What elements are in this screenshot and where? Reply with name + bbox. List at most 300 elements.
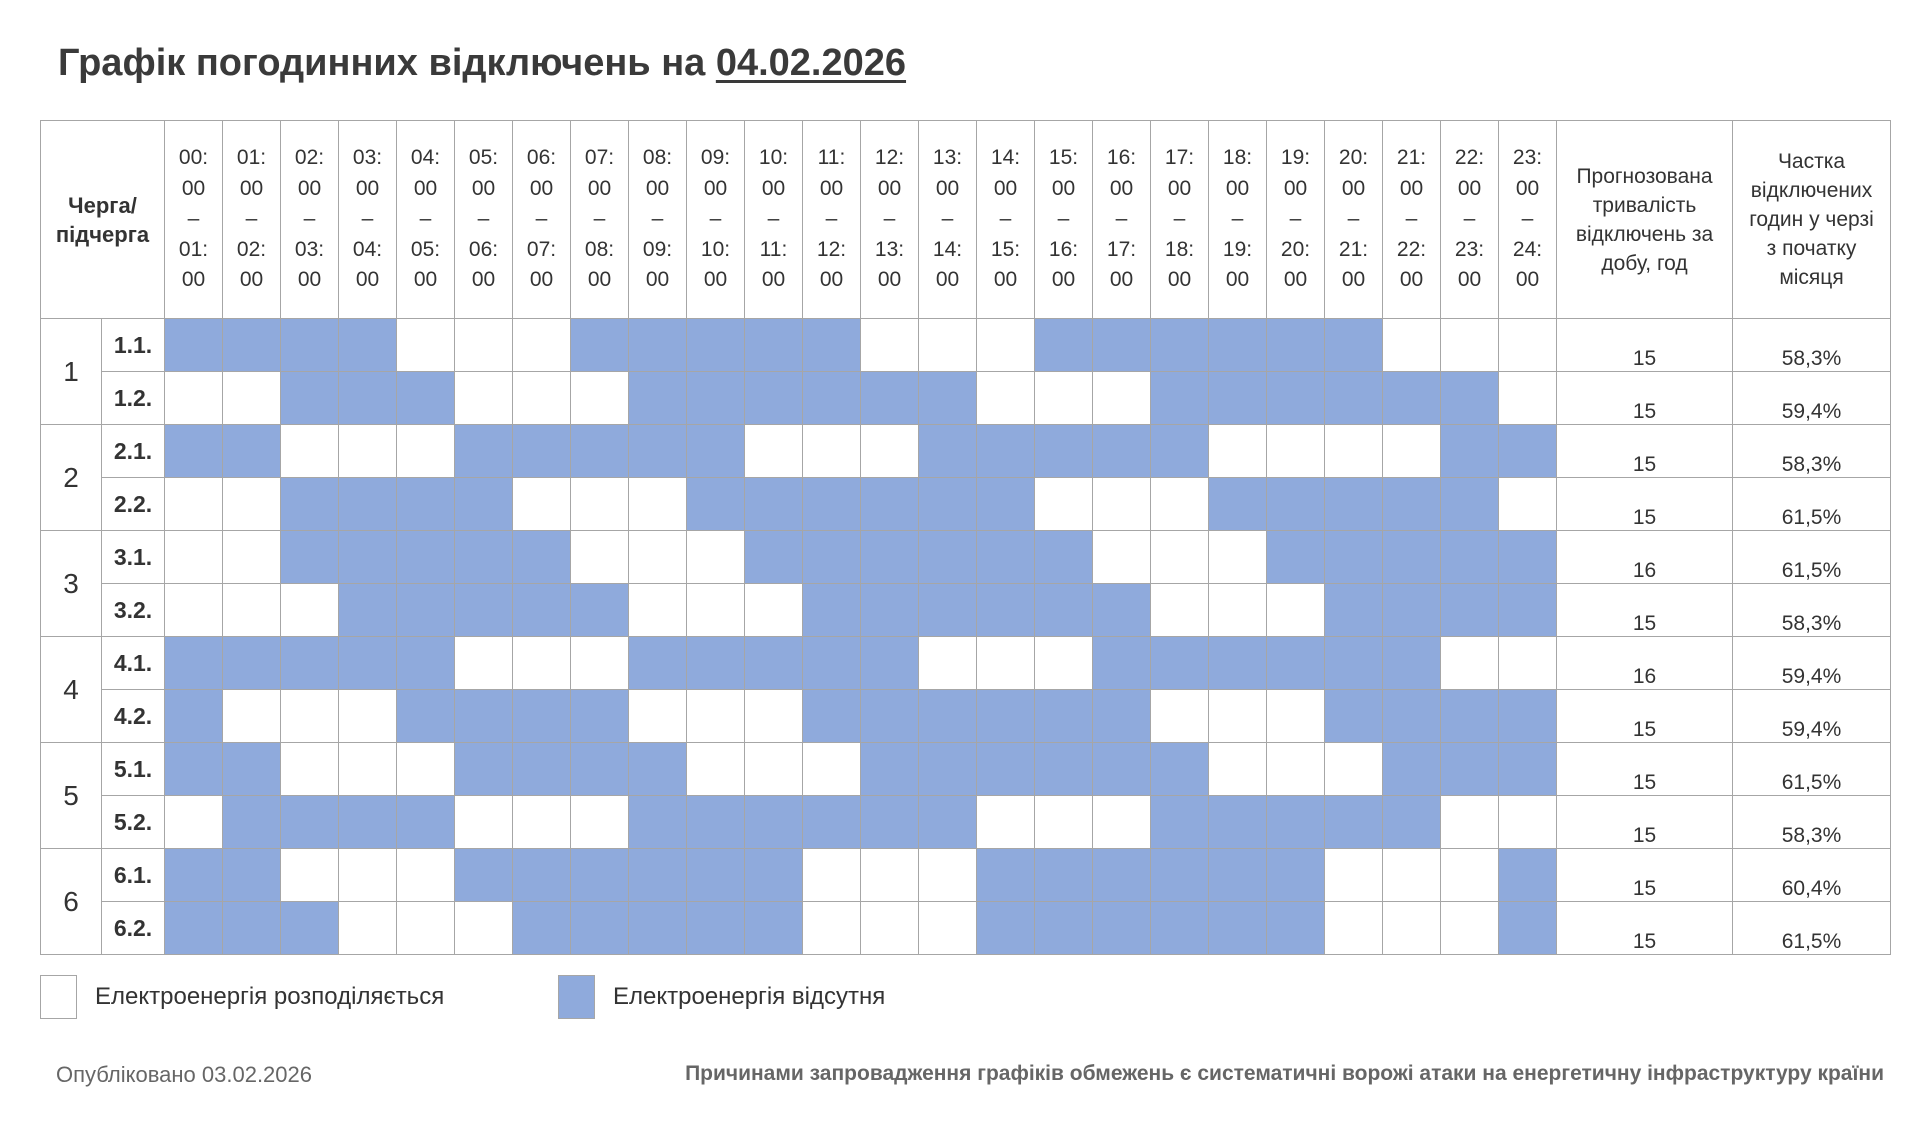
outage-cell <box>1325 319 1383 372</box>
power-cell <box>281 743 339 796</box>
duration-value: 15 <box>1557 372 1733 425</box>
outage-cell <box>629 372 687 425</box>
share-value: 59,4% <box>1733 637 1891 690</box>
power-cell <box>1325 425 1383 478</box>
subqueue-row <box>41 796 1891 849</box>
outage-cell <box>745 796 803 849</box>
power-cell <box>397 425 455 478</box>
power-cell <box>397 319 455 372</box>
outage-cell <box>745 319 803 372</box>
outage-schedule-table <box>40 120 1891 955</box>
outage-cell <box>1151 743 1209 796</box>
outage-cell <box>803 372 861 425</box>
outage-cell <box>977 584 1035 637</box>
power-cell <box>1209 690 1267 743</box>
hour-header-text: 17: 00 – 18: 00 <box>1164 146 1195 292</box>
subqueue-row <box>41 743 1891 796</box>
power-cell <box>397 849 455 902</box>
outage-cell <box>1093 743 1151 796</box>
outage-cell <box>455 531 513 584</box>
hour-header-text: 06: 00 – 07: 00 <box>526 146 557 292</box>
power-cell <box>513 796 571 849</box>
outage-cell <box>397 372 455 425</box>
power-cell <box>1209 584 1267 637</box>
outage-cell <box>513 743 571 796</box>
outage-cell <box>803 584 861 637</box>
outage-cell <box>513 425 571 478</box>
power-cell <box>165 372 223 425</box>
duration-value: 15 <box>1557 902 1733 955</box>
title-date: 04.02.2026 <box>715 42 907 84</box>
power-cell <box>223 372 281 425</box>
outage-cell <box>803 478 861 531</box>
hour-header-text: 09: 00 – 10: 00 <box>700 146 731 292</box>
outage-cell <box>1325 584 1383 637</box>
subqueue-row <box>41 902 1891 955</box>
power-cell <box>1383 425 1441 478</box>
share-value: 61,5% <box>1733 478 1891 531</box>
power-cell <box>1383 902 1441 955</box>
power-cell <box>977 796 1035 849</box>
hour-header <box>1209 121 1267 319</box>
outage-cell <box>455 584 513 637</box>
outage-cell <box>223 637 281 690</box>
outage-cell <box>1151 319 1209 372</box>
outage-cell <box>977 743 1035 796</box>
power-cell <box>745 743 803 796</box>
outage-cell <box>1325 478 1383 531</box>
hour-header <box>571 121 629 319</box>
share-value: 58,3% <box>1733 584 1891 637</box>
hour-header <box>281 121 339 319</box>
hour-header <box>1325 121 1383 319</box>
hour-header-text: 22: 00 – 23: 00 <box>1454 146 1485 292</box>
power-cell <box>1093 372 1151 425</box>
power-cell <box>629 478 687 531</box>
outage-cell <box>571 849 629 902</box>
outage-cell <box>397 478 455 531</box>
outage-cell <box>223 796 281 849</box>
power-cell <box>1209 531 1267 584</box>
outage-cell <box>687 637 745 690</box>
hour-header <box>1151 121 1209 319</box>
outage-cell <box>687 319 745 372</box>
outage-cell <box>1383 478 1441 531</box>
outage-cell <box>571 743 629 796</box>
outage-cell <box>1151 637 1209 690</box>
share-value: 61,5% <box>1733 743 1891 796</box>
outage-cell <box>165 902 223 955</box>
outage-cell <box>165 690 223 743</box>
duration-header-text: Прогнозована тривалість відключень за добу, год <box>1575 164 1714 275</box>
outage-cell <box>861 478 919 531</box>
share-header-text: Частка відключених годин у черзі з початку місяця <box>1749 150 1874 289</box>
hour-header <box>223 121 281 319</box>
power-cell <box>1209 425 1267 478</box>
duration-value: 16 <box>1557 531 1733 584</box>
power-cell <box>629 584 687 637</box>
power-cell <box>223 478 281 531</box>
share-value: 58,3% <box>1733 425 1891 478</box>
outage-cell <box>339 796 397 849</box>
power-cell <box>919 637 977 690</box>
outage-cell <box>1093 319 1151 372</box>
outage-cell <box>281 637 339 690</box>
hour-header <box>1441 121 1499 319</box>
published-date: Опубліковано 03.02.2026 <box>56 1062 312 1087</box>
outage-cell <box>977 478 1035 531</box>
outage-cell <box>745 531 803 584</box>
power-cell <box>1383 849 1441 902</box>
outage-cell <box>1383 637 1441 690</box>
queue-number: 6 <box>41 849 102 955</box>
outage-cell <box>1035 902 1093 955</box>
power-cell <box>1035 637 1093 690</box>
outage-cell <box>397 584 455 637</box>
hour-header <box>165 121 223 319</box>
share-value: 58,3% <box>1733 796 1891 849</box>
power-cell <box>1151 478 1209 531</box>
outage-cell <box>629 796 687 849</box>
share-value: 60,4% <box>1733 849 1891 902</box>
power-cell <box>339 743 397 796</box>
power-cell <box>861 849 919 902</box>
hour-header-text: 23: 00 – 24: 00 <box>1512 146 1543 292</box>
subqueue-label: 1.2. <box>102 372 165 425</box>
subqueue-label: 3.1. <box>102 531 165 584</box>
power-cell <box>513 637 571 690</box>
power-cell <box>919 902 977 955</box>
outage-cell <box>1209 637 1267 690</box>
outage-cell <box>861 531 919 584</box>
outage-cell <box>571 319 629 372</box>
hour-header <box>455 121 513 319</box>
outage-cell <box>1267 531 1325 584</box>
outage-cell <box>339 637 397 690</box>
outage-cell <box>1035 425 1093 478</box>
share-value: 59,4% <box>1733 690 1891 743</box>
outage-cell <box>339 372 397 425</box>
power-cell <box>919 849 977 902</box>
outage-cell <box>281 531 339 584</box>
outage-cell <box>629 902 687 955</box>
subqueue-row <box>41 531 1891 584</box>
power-cell <box>629 531 687 584</box>
hour-header-text: 12: 00 – 13: 00 <box>874 146 905 292</box>
power-cell <box>281 584 339 637</box>
outage-cell <box>165 425 223 478</box>
outage-cell <box>281 902 339 955</box>
outage-cell <box>1209 849 1267 902</box>
outage-cell <box>977 425 1035 478</box>
duration-value: 15 <box>1557 849 1733 902</box>
hour-header <box>339 121 397 319</box>
hour-header <box>1267 121 1325 319</box>
queue-number: 2 <box>41 425 102 531</box>
hour-header <box>977 121 1035 319</box>
power-cell <box>803 425 861 478</box>
share-value: 59,4% <box>1733 372 1891 425</box>
outage-cell <box>339 584 397 637</box>
power-cell <box>165 796 223 849</box>
outage-cell <box>1499 584 1557 637</box>
power-cell <box>165 584 223 637</box>
power-cell <box>1383 319 1441 372</box>
header-row <box>41 121 1891 319</box>
outage-cell <box>513 531 571 584</box>
outage-cell <box>1151 796 1209 849</box>
power-cell <box>745 425 803 478</box>
hour-header <box>687 121 745 319</box>
power-cell <box>803 849 861 902</box>
hour-header <box>919 121 977 319</box>
outage-cell <box>1325 690 1383 743</box>
outage-cell <box>977 849 1035 902</box>
power-cell <box>571 637 629 690</box>
outage-cell <box>455 425 513 478</box>
hour-header <box>861 121 919 319</box>
power-cell <box>1499 478 1557 531</box>
power-cell <box>513 372 571 425</box>
hour-header-text: 03: 00 – 04: 00 <box>352 146 383 292</box>
outage-cell <box>281 372 339 425</box>
power-cell <box>455 637 513 690</box>
outage-cell <box>1093 584 1151 637</box>
outage-cell <box>571 425 629 478</box>
power-cell <box>455 796 513 849</box>
legend-swatch-on <box>40 975 77 1019</box>
outage-cell <box>629 849 687 902</box>
power-cell <box>1325 902 1383 955</box>
power-cell <box>339 849 397 902</box>
outage-cell <box>1209 319 1267 372</box>
power-cell <box>1499 796 1557 849</box>
duration-value: 15 <box>1557 690 1733 743</box>
outage-cell <box>687 372 745 425</box>
duration-value: 15 <box>1557 796 1733 849</box>
outage-cell <box>339 319 397 372</box>
outage-cell <box>861 637 919 690</box>
duration-header <box>1557 121 1733 319</box>
power-cell <box>1093 531 1151 584</box>
outage-cell <box>861 584 919 637</box>
power-cell <box>571 372 629 425</box>
outage-cell <box>803 531 861 584</box>
duration-value: 15 <box>1557 478 1733 531</box>
outage-cell <box>919 743 977 796</box>
hour-header <box>1499 121 1557 319</box>
outage-cell <box>397 690 455 743</box>
power-cell <box>223 690 281 743</box>
outage-cell <box>1151 849 1209 902</box>
share-header <box>1733 121 1891 319</box>
outage-cell <box>803 637 861 690</box>
outage-cell <box>1093 637 1151 690</box>
hour-header <box>745 121 803 319</box>
power-cell <box>281 690 339 743</box>
reason-note: Причинами запровадження графіків обмежень є систематичні ворожі атаки на енергетичну інфраструктуру країни <box>685 1062 1884 1085</box>
outage-cell <box>919 372 977 425</box>
outage-cell <box>861 690 919 743</box>
outage-cell <box>1325 637 1383 690</box>
outage-cell <box>1325 796 1383 849</box>
legend-power-off <box>558 975 885 1019</box>
outage-cell <box>1499 743 1557 796</box>
outage-cell <box>745 637 803 690</box>
power-cell <box>281 425 339 478</box>
outage-cell <box>455 478 513 531</box>
outage-cell <box>165 849 223 902</box>
outage-cell <box>281 796 339 849</box>
hour-header-text: 21: 00 – 22: 00 <box>1396 146 1427 292</box>
power-cell <box>1151 531 1209 584</box>
outage-cell <box>861 743 919 796</box>
outage-cell <box>629 425 687 478</box>
outage-cell <box>1209 902 1267 955</box>
legend-label-off: Електроенергія відсутня <box>613 983 886 1010</box>
outage-cell <box>1441 478 1499 531</box>
outage-cell <box>1499 531 1557 584</box>
outage-cell <box>1383 531 1441 584</box>
duration-value: 16 <box>1557 637 1733 690</box>
title-prefix: Графік погодинних відключень на <box>58 42 706 84</box>
subqueue-row <box>41 319 1891 372</box>
outage-cell <box>223 902 281 955</box>
hour-header-text: 14: 00 – 15: 00 <box>990 146 1021 292</box>
queue-number: 4 <box>41 637 102 743</box>
hour-header-text: 20: 00 – 21: 00 <box>1338 146 1369 292</box>
outage-cell <box>629 743 687 796</box>
outage-cell <box>281 478 339 531</box>
outage-cell <box>1209 796 1267 849</box>
subqueue-row <box>41 372 1891 425</box>
power-cell <box>977 637 1035 690</box>
outage-cell <box>1035 849 1093 902</box>
subqueue-label: 5.1. <box>102 743 165 796</box>
power-cell <box>571 531 629 584</box>
power-cell <box>1093 796 1151 849</box>
outage-cell <box>1441 372 1499 425</box>
outage-cell <box>1151 902 1209 955</box>
outage-cell <box>571 902 629 955</box>
outage-cell <box>1267 796 1325 849</box>
hour-header-text: 13: 00 – 14: 00 <box>932 146 963 292</box>
outage-cell <box>1267 902 1325 955</box>
subqueue-label: 3.2. <box>102 584 165 637</box>
power-cell <box>861 902 919 955</box>
duration-value: 15 <box>1557 743 1733 796</box>
power-cell <box>1151 584 1209 637</box>
outage-cell <box>513 690 571 743</box>
power-cell <box>165 478 223 531</box>
queue-number: 5 <box>41 743 102 849</box>
hour-header-text: 11: 00 – 12: 00 <box>816 146 847 292</box>
outage-cell <box>513 584 571 637</box>
power-cell <box>687 743 745 796</box>
outage-cell <box>1035 319 1093 372</box>
outage-cell <box>1441 425 1499 478</box>
outage-cell <box>455 743 513 796</box>
power-cell <box>1035 478 1093 531</box>
power-cell <box>687 584 745 637</box>
outage-cell <box>1093 849 1151 902</box>
outage-cell <box>1093 690 1151 743</box>
outage-cell <box>1383 584 1441 637</box>
hour-header-text: 15: 00 – 16: 00 <box>1048 146 1079 292</box>
power-cell <box>1499 372 1557 425</box>
hour-header-text: 02: 00 – 03: 00 <box>294 146 325 292</box>
power-cell <box>1267 690 1325 743</box>
hour-header <box>1093 121 1151 319</box>
outage-cell <box>1325 372 1383 425</box>
outage-cell <box>687 849 745 902</box>
subqueue-label: 5.2. <box>102 796 165 849</box>
hour-header-text: 00: 00 – 01: 00 <box>178 146 209 292</box>
outage-cell <box>687 902 745 955</box>
outage-cell <box>1267 637 1325 690</box>
power-cell <box>861 425 919 478</box>
outage-cell <box>1441 743 1499 796</box>
outage-cell <box>745 478 803 531</box>
subqueue-row <box>41 849 1891 902</box>
power-cell <box>745 690 803 743</box>
power-cell <box>687 531 745 584</box>
power-cell <box>919 319 977 372</box>
outage-cell <box>1035 743 1093 796</box>
outage-cell <box>861 372 919 425</box>
outage-cell <box>1151 372 1209 425</box>
outage-cell <box>223 319 281 372</box>
queue-header <box>41 121 165 319</box>
power-cell <box>571 796 629 849</box>
power-cell <box>339 902 397 955</box>
queue-number: 3 <box>41 531 102 637</box>
duration-value: 15 <box>1557 425 1733 478</box>
subqueue-row <box>41 425 1891 478</box>
hour-header <box>513 121 571 319</box>
outage-cell <box>397 796 455 849</box>
hour-header <box>1035 121 1093 319</box>
power-cell <box>629 690 687 743</box>
power-cell <box>339 690 397 743</box>
power-cell <box>803 743 861 796</box>
outage-cell <box>455 690 513 743</box>
outage-cell <box>1267 478 1325 531</box>
outage-cell <box>339 478 397 531</box>
subqueue-label: 4.2. <box>102 690 165 743</box>
outage-cell <box>513 849 571 902</box>
outage-cell <box>919 584 977 637</box>
outage-cell <box>803 796 861 849</box>
outage-cell <box>1209 372 1267 425</box>
power-cell <box>571 478 629 531</box>
outage-cell <box>977 902 1035 955</box>
outage-cell <box>223 743 281 796</box>
outage-cell <box>165 743 223 796</box>
power-cell <box>1441 849 1499 902</box>
outage-cell <box>571 584 629 637</box>
hour-header <box>1383 121 1441 319</box>
hour-header-text: 10: 00 – 11: 00 <box>758 146 789 292</box>
outage-cell <box>1499 690 1557 743</box>
outage-cell <box>919 531 977 584</box>
power-cell <box>1151 690 1209 743</box>
share-value: 61,5% <box>1733 531 1891 584</box>
subqueue-label: 4.1. <box>102 637 165 690</box>
duration-value: 15 <box>1557 584 1733 637</box>
hour-header-text: 05: 00 – 06: 00 <box>468 146 499 292</box>
share-value: 58,3% <box>1733 319 1891 372</box>
